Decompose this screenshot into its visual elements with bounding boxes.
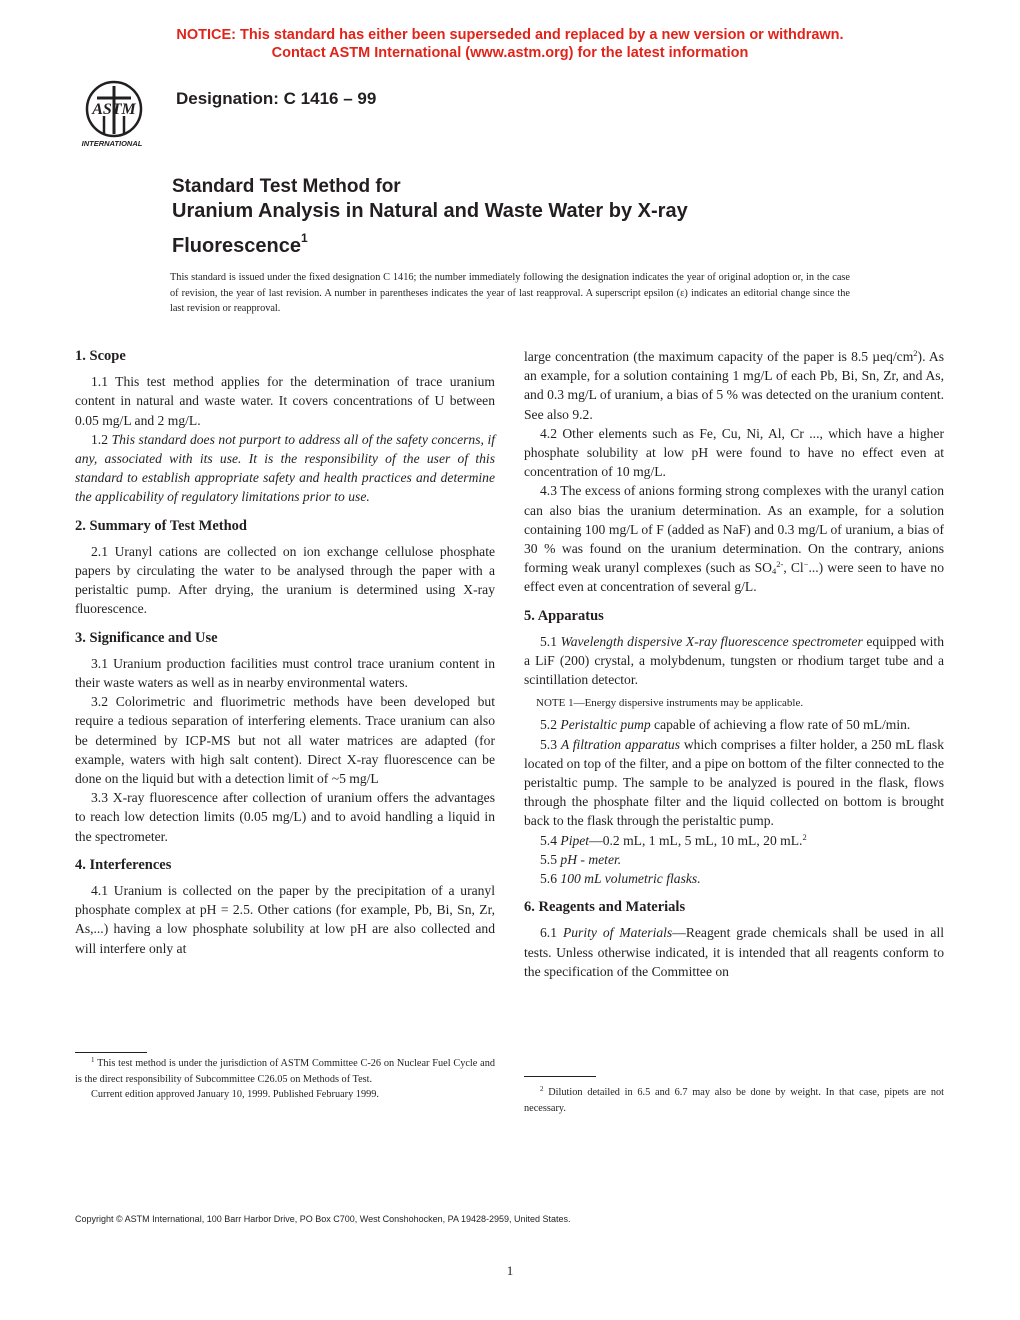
note-1: NOTE 1—Energy dispersive instruments may be applicable. xyxy=(536,697,804,710)
section-heading-significance: 3. Significance and Use xyxy=(75,629,218,646)
paragraph-3-2: 3.2 Colorimetric and fluorimetric methods have been developed but require a tedious separation of interfering elements. Trace uranium can also be determined by ICP-MS but not all water matrices are adapted (for example, waters with high salt content). Direct X-ray fluorescence can be done on the liquid but with a detection limit of ~5 mg/L xyxy=(75,694,495,787)
preamble: This standard is issued under the fixed designation C 1416; the number immediately following the designation indicates the year of original adoption or, in the case of revision, the year of last revision. A number in parentheses indicates the year of last reapproval. A superscript epsilon (ε) indicates an editorial change since the last revision or reapproval. xyxy=(170,272,850,314)
paragraph-3-1: 3.1 Uranium production facilities must control trace uranium content in their waste waters as well as in nearby environmental waters. xyxy=(75,655,495,691)
section-heading-summary: 2. Summary of Test Method xyxy=(75,517,247,534)
paragraph-5-2: 5.2 Peristaltic pump capable of achieving a flow rate of 50 mL/min. xyxy=(540,717,911,733)
designation: Designation: C 1416 – 99 xyxy=(176,89,377,108)
footnote-rule-left xyxy=(75,1052,147,1053)
footnote-1: $^1$ This test method is under the jurisdiction of ASTM Committee C-26 on Nuclear Fuel Cycle and is the direct responsibility of Subcommittee C26.05 on Methods of Test. Current edition approved January 10, 1999. Published February 1999. xyxy=(75,1056,495,1103)
paragraph-1-2: 1.2 This standard does not purport to address all of the safety concerns, if any, associated with its use. It is the responsibility of the user of this standard to establish appropriate safety and health practices and determine the applicability of regulatory limitations prior to use. xyxy=(75,431,495,505)
paragraph-5-4: 5.4 Pipet—0.2 mL, 1 mL, 5 mL, 10 mL, 20 mL.$^2$ xyxy=(540,831,807,848)
document-title xyxy=(172,175,892,260)
paragraph-5-5: 5.5 pH - meter. xyxy=(540,851,622,867)
section-heading-reagents: 6. Reagents and Materials xyxy=(524,899,686,916)
section-heading-interferences: 4. Interferences xyxy=(75,856,172,873)
section-heading-apparatus: 5. Apparatus xyxy=(524,607,604,624)
logo-text: ASTM xyxy=(92,101,136,118)
paragraph-5-3: 5.3 A filtration apparatus which comprises a filter holder, a 250 mL flask located on top of the filter, and a pipe on bottom of the filter connected to the peristaltic pump. The sample to be analyzed is poured in the flask, flows through the phosphate filter and the liquid collected on bottom is brought back to the flask through the peristaltic pump. xyxy=(524,736,945,829)
notice-line-2: Contact ASTM International (www.astm.org) for the latest information xyxy=(271,45,749,61)
astm-international-logo xyxy=(64,76,164,150)
footnote-rule-right xyxy=(524,1076,596,1077)
paragraph-6-1: 6.1 Purity of Materials—Reagent grade chemicals shall be used in all tests. Unless otherwise indicated, it is intended that all reagents conform to the specification of the Committee on xyxy=(524,925,944,979)
title-footnote-mark: 1 xyxy=(300,231,308,245)
title-line-2: Uranium Analysis in Natural and Waste Water by X-ray xyxy=(172,200,688,222)
paragraph-1-1: 1.1 This test method applies for the determination of trace uranium content in natural and waste water. It covers concentrations of U between 0.05 mg/L and 2 mg/L. xyxy=(75,374,495,428)
title-line-3: Fluorescence$^1$ xyxy=(172,231,308,257)
paragraph-2-1: 2.1 Uranyl cations are collected on ion exchange cellulose phosphate papers by circulating the water to be analysed through the paper with a peristaltic pump. After drying, the uranium is determined using X-ray fluorescence. xyxy=(75,543,495,617)
paragraph-3-3: 3.3 X-ray fluorescence after collection of uranium offers the advantages to reach low detection limits (0.05 mg/L) and to avoid handling a liquid in the spectrometer. xyxy=(75,790,495,844)
withdrawal-notice xyxy=(0,26,1020,62)
title-line-1: Standard Test Method for xyxy=(172,176,401,197)
copyright: Copyright © ASTM International, 100 Barr Harbor Drive, PO Box C700, West Conshohocken, PA 19428-2959, United States. xyxy=(75,1214,571,1224)
left-column xyxy=(75,347,495,958)
paragraph-4-1: 4.1 Uranium is collected on the paper by the precipitation of a uranyl phosphate complex at pH = 2.5. Other cations (for example, Pb, Bi, Sn, Zr, As,...) having a low phosphate solubility at low pH are also collected and will interfere only at xyxy=(75,883,495,956)
paragraph-5-1: 5.1 Wavelength dispersive X-ray fluorescence spectrometer equipped with a LiF (200) crystal, a molybdenum, tungsten or rhodium target tube and a scintillation detector. xyxy=(524,633,945,688)
paragraph-4-3: 4.3 The excess of anions forming strong complexes with the uranyl cation can also bias the uranium determination. As an example, for a solution containing 100 mg/L of F (added as NaF) and 0.3 mg/L of uranium, a bias of 30 % was found on the uranium determination. On the contrary, anions forming weak uranyl complexes (such as $SO_4^{2-}$, Cl−...) were seen to have no effect even at concentration of several g/L. xyxy=(524,483,945,595)
section-heading-scope: 1. Scope xyxy=(75,348,126,364)
logo-subtext: INTERNATIONAL xyxy=(81,139,143,148)
footnote-1-edition: Current edition approved January 10, 1999. Published February 1999. xyxy=(91,1089,379,1100)
notice-line-1: NOTICE: This standard has either been superseded and replaced by a new version or withdrawn. xyxy=(176,27,844,43)
footnote-2: $^2$ Dilution detailed in 6.5 and 6.7 may also be done by weight. In that case, pipets are not necessary. xyxy=(524,1085,945,1114)
astm-logo-icon xyxy=(64,76,164,150)
paragraph-4-2: 4.2 Other elements such as Fe, Cu, Ni, Al, Cr ..., which have a higher phosphate solubility at low pH were found to have no effect even at concentration of 10 mg/L. xyxy=(524,425,944,480)
paragraph-5-6: 5.6 100 mL volumetric flasks. xyxy=(540,871,701,887)
right-column xyxy=(524,347,944,981)
page-number: 1 xyxy=(506,1263,514,1278)
paragraph-4-1-continued: large concentration (the maximum capacity of the paper is 8.5 µeq/$cm^2$). As an example, for a solution containing 1 mg/L of each Pb, Bi, Sn, Zr, and As, and 0.3 mg/L of uranium, a bias of 5 % was detected on the uranium content. See also 9.2. xyxy=(524,348,944,422)
